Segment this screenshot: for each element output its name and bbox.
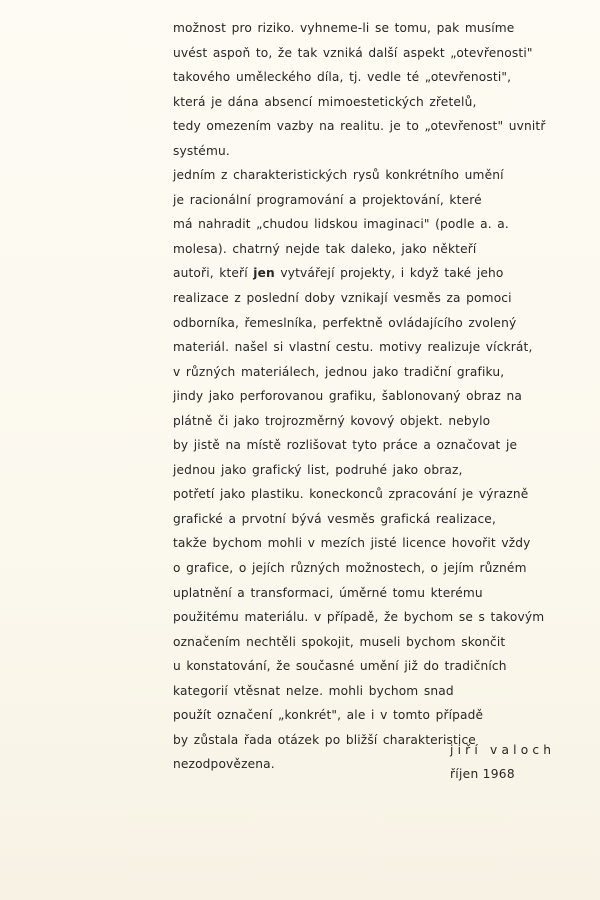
text-line: takového uměleckého díla, tj. vedle té „otevřenosti", [173,70,512,85]
text-line: materiál. našel si vlastní cestu. motivy realizuje víckrát, [173,340,533,355]
essay-text [173,16,553,777]
text-line: by jistě na místě rozlišovat tyto práce a označovat je [173,438,518,453]
text-line: jindy jako perforovanou grafiku, šablonovaný obraz na [173,389,522,404]
text-line: potřetí jako plastiku. koneckonců zpracování je výrazně [173,487,529,502]
text-line: by zůstala řada otázek po bližší charakteristice [173,732,476,747]
text-segment: vytvářejí projekty, i když také jeho [274,266,504,281]
text-line: o grafice, o jejích různých možnostech, o jejím různém [173,561,527,576]
text-line: odborníka, řemeslníka, perfektně ovládajícího zvolený [173,315,517,330]
document-date: říjen 1968 [450,767,515,781]
text-line: použít označení „konkrét", ale i v tomto případě [173,708,484,723]
text-line: realizace z poslední doby vznikají vesměs za pomoci [173,291,512,306]
text-line: systému. [173,143,230,158]
text-line: je racionální programování a projektování, které [173,192,482,207]
text-line: má nahradit „chudou lidskou imaginaci" (podle a. a. [173,217,509,232]
text-line: jednou jako grafický list, podruhé jako obraz, [173,462,463,477]
text-line: jedním z charakteristických rysů konkrétního umění [173,168,504,183]
text-line: nezodpovězena. [173,757,275,772]
author-name: jiří valoch [450,743,556,757]
text-line: tedy omezením vazby na realitu. je to „otevřenost" uvnitř [173,119,546,134]
emphasized-word: jen [253,266,275,281]
text-line: kategorií vtěsnat nelze. mohli bychom snad [173,683,454,698]
text-line: takže bychom mohli v mezích jisté licence hovořit vždy [173,536,531,551]
text-line: uvést aspoň to, že tak vzniká další aspekt „otevřenosti" [173,45,533,60]
text-line: grafické a prvotní bývá vesměs grafická realizace, [173,511,496,526]
text-line: která je dána absencí mimoestetických zřetelů, [173,94,477,109]
text-line: uplatnění a transformaci, úměrné tomu kterému [173,585,483,600]
text-line: v různých materiálech, jednou jako tradiční grafiku, [173,364,505,379]
signature-block [450,738,580,786]
text-line: molesa). chatrný nejde tak daleko, jako někteří [173,241,477,256]
text-line: plátně či jako trojrozměrný kovový objekt. nebylo [173,413,491,428]
text-line [173,261,553,286]
text-line: u konstatování, že současné umění již do tradičních [173,659,507,674]
text-line: použitému materiálu. v případě, že bychom se s takovým [173,610,545,625]
text-line: možnost pro riziko. vyhneme-li se tomu, pak musíme [173,21,515,35]
text-line: označením nechtěli spokojit, museli bychom skončit [173,634,506,649]
text-segment: autoři, kteří [173,266,254,281]
